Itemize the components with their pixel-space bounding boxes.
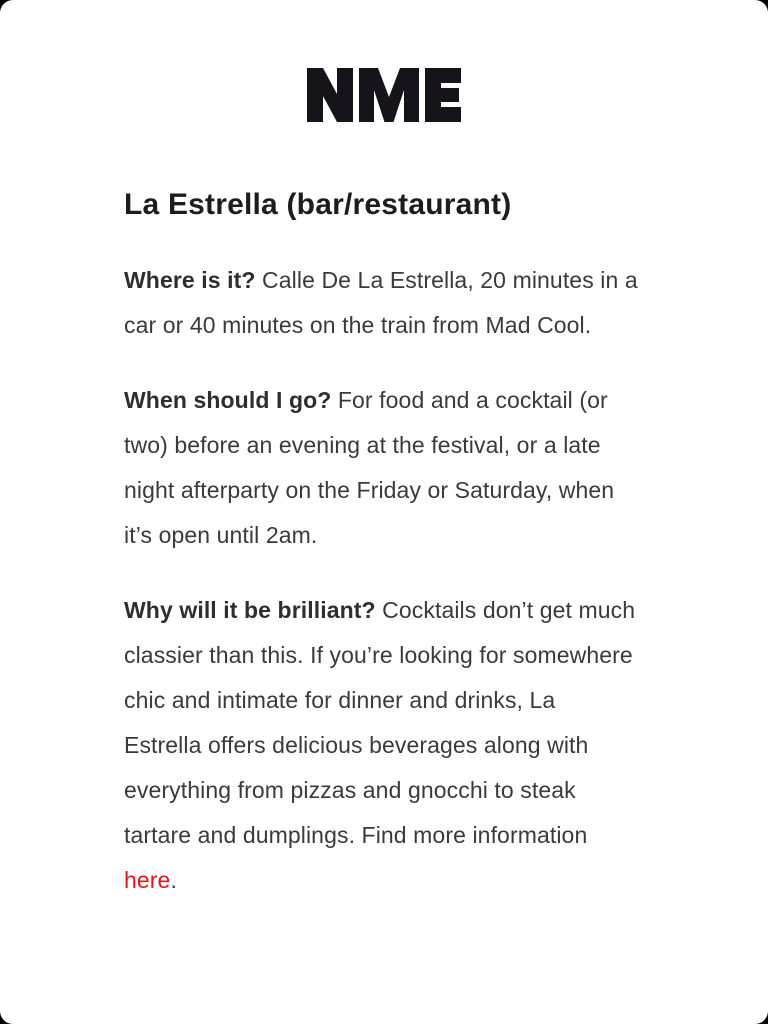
paragraph-lead-when: When should I go? — [124, 387, 332, 413]
header — [124, 68, 644, 122]
paragraph-text-where: Calle De La Estrella, 20 minutes in a car or 40 minutes on the train from Mad Cool. — [124, 267, 638, 338]
paragraph-where — [124, 258, 638, 348]
paragraph-lead-where: Where is it? — [124, 267, 256, 293]
paragraph-why — [124, 588, 638, 903]
paragraph-when — [124, 378, 638, 558]
paragraph-text-why: Cocktails don’t get much classier than this. If you’re looking for somewhere chic and intimate for dinner and drinks, La Estrella offers delicious beverages along with everything from pizzas and gnocchi to steak tartare and dumplings. Find more information — [124, 597, 636, 848]
logo-letter-m — [359, 68, 419, 122]
paragraph-lead-why: Why will it be brilliant? — [124, 597, 376, 623]
here-link[interactable]: here — [124, 867, 171, 893]
article-body — [124, 258, 638, 903]
paragraph-text-when: For food and a cocktail (or two) before an evening at the festival, or a late night afterparty on the Friday or Saturday, when it’s open until 2am. — [124, 387, 615, 548]
logo-letter-n — [307, 68, 353, 122]
logo-letter-e — [425, 68, 461, 122]
page-title: La Estrella (bar/restaurant) — [124, 188, 512, 221]
paragraph-text-why-end: . — [170, 867, 177, 893]
nme-logo-icon[interactable] — [307, 68, 461, 122]
